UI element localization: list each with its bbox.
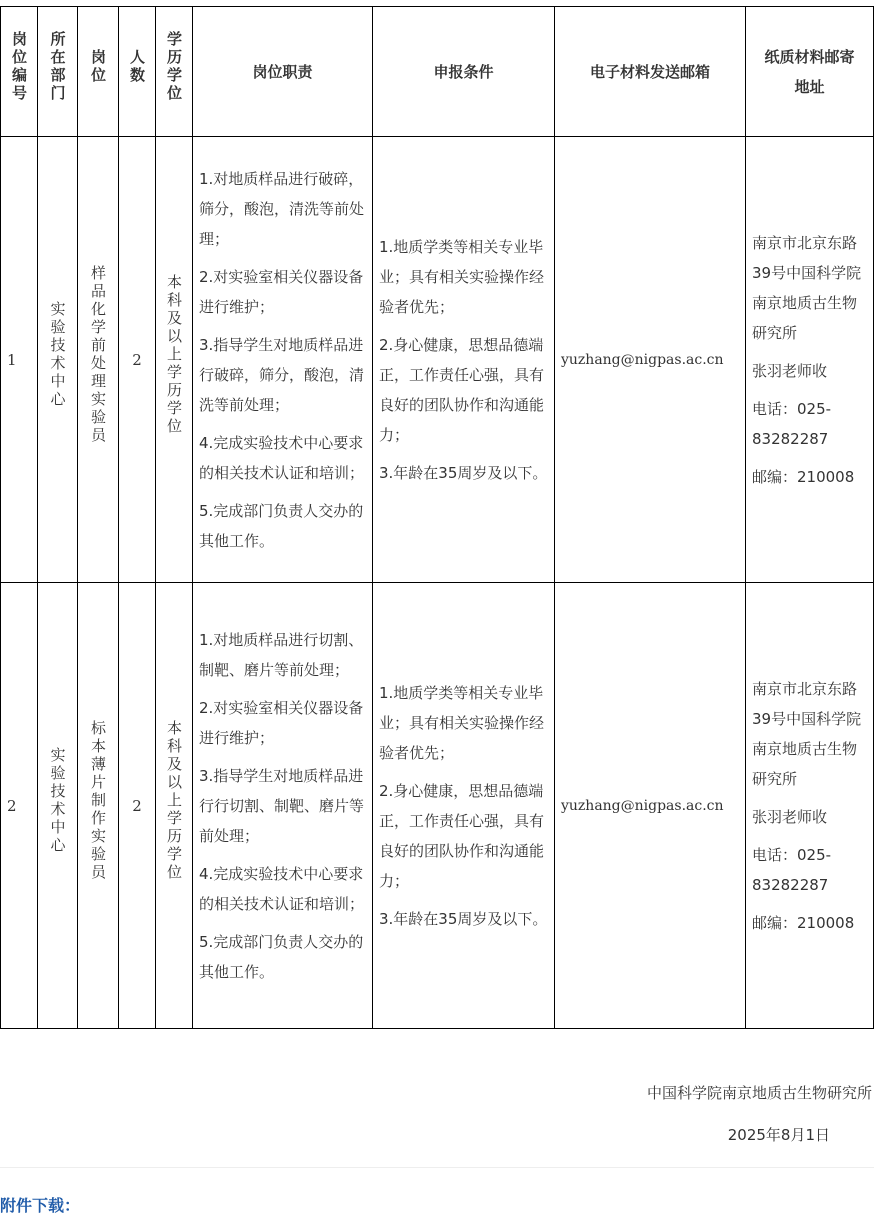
divider (0, 1167, 874, 1168)
signature-organization: 中国科学院南京地质古生物研究所 (646, 1084, 872, 1102)
header-requirements: 申报条件 (373, 7, 555, 137)
requirement-item: 3.年龄在35周岁及以下。 (379, 909, 548, 928)
header-degree: 学历学位 (156, 7, 193, 137)
requirement-item: 2.身心健康，思想品德端正，工作责任心强，具有良好的团队协作和沟通能力； (379, 335, 545, 444)
positions-table (0, 6, 874, 1029)
header-post: 岗位 (78, 7, 119, 137)
duty-item: 2.对实验室相关仪器设备进行维护； (199, 698, 364, 747)
address-recipient: 张羽老师收 (752, 361, 828, 380)
address-postcode: 邮编：210008 (752, 913, 855, 932)
row-post-no: 2 (1, 583, 38, 1029)
row-post: 标本薄片制作实验员 (78, 583, 119, 1029)
requirement-item: 1.地质学类等相关专业毕业；具有相关实验操作经验者优先； (379, 237, 545, 316)
duty-item: 5.完成部门负责人交办的其他工作。 (199, 932, 364, 981)
address-phone: 电话：025-83282287 (752, 845, 832, 894)
duty-item: 3.指导学生对地质样品进行行切割、制靶、磨片等前处理； (199, 766, 365, 845)
row-dept: 实验技术中心 (38, 583, 78, 1029)
header-address: 纸质材料邮寄地址 (746, 7, 874, 137)
header-count: 人数 (119, 7, 156, 137)
table-row (1, 137, 874, 583)
row-email: yuzhang@nigpas.ac.cn (555, 583, 746, 1029)
row-degree: 本科及以上学历学位 (156, 137, 193, 583)
attachments-download-label: 附件下载： (0, 1196, 81, 1215)
address-postcode: 邮编：210008 (752, 467, 855, 486)
duty-item: 5.完成部门负责人交办的其他工作。 (199, 501, 364, 550)
address-line: 南京市北京东路39号中国科学院南京地质古生物研究所 (752, 233, 862, 342)
duty-item: 4.完成实验技术中心要求的相关技术认证和培训； (199, 433, 365, 482)
header-dept: 所在部门 (38, 7, 78, 137)
row-requirements (373, 137, 555, 583)
duty-item: 2.对实验室相关仪器设备进行维护； (199, 267, 364, 316)
header-email: 电子材料发送邮箱 (555, 7, 746, 137)
header-duties: 岗位职责 (193, 7, 373, 137)
address-line: 南京市北京东路39号中国科学院南京地质古生物研究所 (752, 679, 862, 788)
row-address (746, 583, 874, 1029)
table-row (1, 583, 874, 1029)
row-count: 2 (119, 137, 156, 583)
signature-date: 2025年8月1日 (727, 1126, 830, 1144)
header-post-no: 岗位编号 (1, 7, 38, 137)
duty-item: 3.指导学生对地质样品进行破碎，筛分，酸泡，清洗等前处理； (199, 335, 365, 414)
duty-item: 1.对地质样品进行切割、制靶、磨片等前处理； (199, 630, 364, 679)
table-header-row (1, 7, 874, 137)
duty-item: 4.完成实验技术中心要求的相关技术认证和培训； (199, 864, 365, 913)
row-post: 样品化学前处理实验员 (78, 137, 119, 583)
row-requirements (373, 583, 555, 1029)
address-recipient: 张羽老师收 (752, 807, 828, 826)
address-phone: 电话：025-83282287 (752, 399, 832, 448)
requirement-item: 1.地质学类等相关专业毕业；具有相关实验操作经验者优先； (379, 683, 545, 762)
row-duties (193, 583, 373, 1029)
requirement-item: 2.身心健康，思想品德端正，工作责任心强，具有良好的团队协作和沟通能力； (379, 781, 545, 890)
row-duties (193, 137, 373, 583)
requirement-item: 3.年龄在35周岁及以下。 (379, 463, 548, 482)
duty-item: 1.对地质样品进行破碎，筛分，酸泡，清洗等前处理； (199, 169, 365, 248)
row-address (746, 137, 874, 583)
row-email: yuzhang@nigpas.ac.cn (555, 137, 746, 583)
row-post-no: 1 (1, 137, 38, 583)
row-degree: 本科及以上学历学位 (156, 583, 193, 1029)
row-dept: 实验技术中心 (38, 137, 78, 583)
row-count: 2 (119, 583, 156, 1029)
